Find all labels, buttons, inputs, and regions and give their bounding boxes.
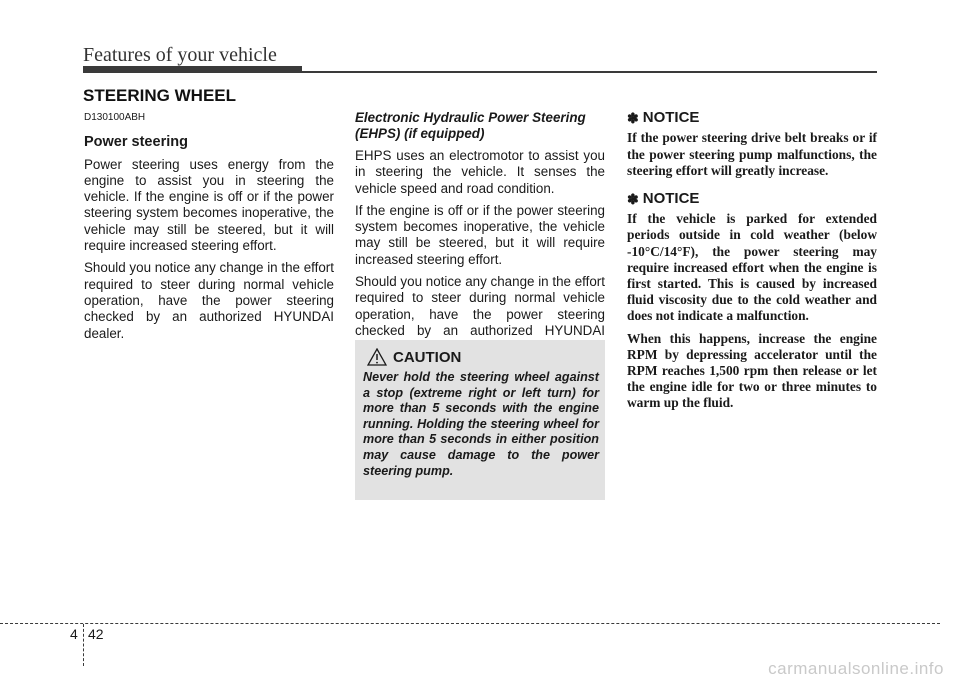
paragraph: EHPS uses an electromotor to assist you in steering the vehicle. It senses the vehicle speed and road condition. — [355, 148, 605, 196]
caution-label: CAUTION — [393, 348, 462, 366]
caution-text: Never hold the steering wheel against a stop (extreme right or left turn) for more than 5 seconds with the engine running. Holding the steering wheel for more than 5 seconds in either position may cause damage to the power steering pump. — [363, 370, 599, 478]
notice-text: If the vehicle is parked for extended periods outside in cold weather (below -10°C/14°F), the power steering may require increased effort when the engine is first started. This is caused by increased fluid viscosity due to the cold weather and does not indicate a malfunction. — [627, 211, 877, 324]
notice-text: If the power steering drive belt breaks or if the power steering pump malfunctions, the steering effort will greatly increase. — [627, 130, 877, 178]
notice-label: NOTICE — [642, 189, 700, 207]
notice-header — [627, 110, 877, 126]
section-title: STEERING WHEEL — [83, 86, 237, 105]
header-title: Features of your vehicle — [83, 44, 277, 66]
asterisk-icon: ✽ — [627, 190, 639, 207]
notice-block — [627, 191, 877, 412]
ehps-heading: Electronic Hydraulic Power Steering (EHPS) (if equipped) — [355, 110, 586, 141]
caution-box — [355, 340, 605, 500]
header-bar — [83, 66, 302, 73]
footer-divider — [83, 624, 84, 666]
power-steering-heading: Power steering — [84, 134, 188, 151]
asterisk-icon: ✽ — [627, 110, 639, 126]
paragraph: If the engine is off or if the power steering system becomes inoperative, the vehicle may still be steered, but it will require increased steering effort. — [355, 202, 605, 267]
notice-text: When this happens, increase the engine RPM by depressing accelerator until the RPM reaches 1,500 rpm then release or let the engine idle for two or three minutes to warm up the fluid. — [627, 330, 877, 411]
paragraph: Should you notice any change in the effort required to steer during normal vehicle operation, have the power steering checked by an authorized HYUNDAI dealer. — [84, 260, 334, 341]
watermark: carmanualsonline.info — [768, 659, 944, 678]
caution-header — [367, 348, 461, 366]
warning-triangle-icon — [367, 348, 387, 366]
notice-label: NOTICE — [642, 109, 700, 126]
header-rule — [302, 71, 877, 73]
paragraph: Power steering uses energy from the engine to assist you in steering the vehicle. If the engine is off or if the power steering system becomes inoperative, the vehicle may still be steered, but it will require increased steering effort. — [84, 156, 334, 254]
column-1 — [84, 110, 334, 348]
paragraph: Should you notice any change in the effort required to steer during normal vehicle operation, have the power steering checked by an authorized HYUNDAI — [355, 274, 605, 338]
section-code: D130100ABH — [84, 112, 146, 123]
notice-block — [627, 110, 877, 179]
footer-rule — [0, 623, 940, 624]
column-2 — [355, 110, 605, 362]
notice-header — [627, 191, 877, 207]
column-3 — [627, 110, 877, 424]
page-number: 42 — [88, 626, 104, 642]
chapter-number: 4 — [70, 626, 78, 642]
